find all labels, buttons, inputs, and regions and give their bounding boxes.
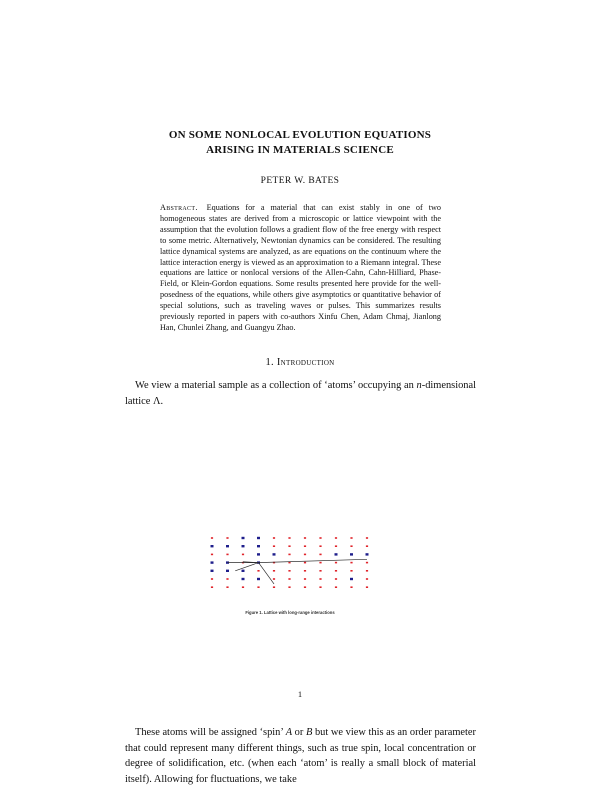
lattice-site-blue xyxy=(350,553,353,555)
lattice-site-red xyxy=(273,586,275,588)
lattice-site-red xyxy=(211,537,213,539)
lattice-site-red xyxy=(319,578,321,580)
lattice-site-blue xyxy=(226,570,229,572)
intro-paragraph xyxy=(125,378,476,409)
lattice-site-red xyxy=(288,570,290,572)
lattice-site-red xyxy=(366,545,368,547)
lattice-site-red xyxy=(226,554,228,556)
lattice-site-red xyxy=(273,537,275,539)
lattice-diagram xyxy=(200,530,375,600)
lattice-site-red xyxy=(211,586,213,588)
interaction-line xyxy=(259,563,275,584)
lattice-site-red xyxy=(319,545,321,547)
lattice-site-red xyxy=(304,578,306,580)
figure-lattice xyxy=(200,530,375,600)
lattice-site-red xyxy=(319,537,321,539)
lattice-site-red xyxy=(304,537,306,539)
intro-text-end: -dimensional lattice Λ. xyxy=(125,380,476,407)
lattice-site-red xyxy=(366,586,368,588)
lattice-site-red xyxy=(350,537,352,539)
paper-title-line-1: ON SOME NONLOCAL EVOLUTION EQUATIONS xyxy=(168,129,432,141)
lattice-site-blue xyxy=(242,570,245,572)
page-number: 1 xyxy=(297,689,303,699)
para2-text-3: but we view this as an order parameter that could represent many different things, such as true spin, local concentration or degree of solidification, etc. (when each ‘atom’ is really a small block of material itself). Allowing for fluctuations, we take xyxy=(125,727,476,785)
para2-text-1: These atoms will be assigned ‘spin’ xyxy=(135,727,286,738)
paper-title-line-2: ARISING IN MATERIALS SCIENCE xyxy=(206,144,394,156)
lattice-site-red xyxy=(304,586,306,588)
figure-caption: Figure 1. Lattice with long-range interactions xyxy=(245,610,335,615)
lattice-site-blue xyxy=(226,545,229,547)
lattice-site-red xyxy=(304,545,306,547)
abstract-label: Abstract. xyxy=(160,203,198,212)
lattice-site-blue xyxy=(366,553,369,555)
lattice-site-red xyxy=(211,578,213,580)
lattice-site-red xyxy=(350,545,352,547)
lattice-site-red xyxy=(319,570,321,572)
lattice-site-red xyxy=(366,562,368,564)
lattice-site-blue xyxy=(350,578,353,580)
lattice-site-red xyxy=(288,554,290,556)
lattice-site-red xyxy=(335,578,337,580)
lattice-site-red xyxy=(335,586,337,588)
lattice-site-red xyxy=(257,570,259,572)
abstract xyxy=(160,203,441,334)
interaction-line xyxy=(235,563,258,571)
lattice-site-red xyxy=(257,586,259,588)
lattice-site-red xyxy=(350,562,352,564)
lattice-site-red xyxy=(335,545,337,547)
paragraph-spin xyxy=(125,725,476,787)
section-title: Introduction xyxy=(276,357,335,368)
lattice-site-blue xyxy=(273,553,276,555)
lattice-site-blue xyxy=(257,545,260,547)
lattice-site-red xyxy=(242,586,244,588)
lattice-site-red xyxy=(319,562,321,564)
lattice-site-blue xyxy=(335,553,338,555)
lattice-site-red xyxy=(350,586,352,588)
abstract-text: Equations for a material that can exist stably in one of two homogeneous states are derived from a microscopic or lattice viewpoint with the assumption that the evolution follows a gradient flow of the free energy with respect to some metric. Alternatively, Newtonian dynamics can be considered. The resulting lattice dynamical systems are analyzed, as are equations on the continuum where the lattice interaction energy is viewed as an approximation to a Riemann integral. These equations are lattice or nonlocal versions of the Allen-Cahn, Cahn-Hilliard, Phase-Field, or Klein-Gordon equations. Some results presented here provide for the well-posedness of the equations, while others give asymptotics or quantitative behavior of special solutions, such as traveling waves or pulses. This summarizes results previously reported in papers with co-authors Xinfu Chen, Adam Chmaj, Jianlong Han, Chunlei Zhang, and Guangyu Zhao. xyxy=(160,203,441,332)
lattice-site-red xyxy=(226,586,228,588)
lattice-site-red xyxy=(242,554,244,556)
lattice-site-red xyxy=(366,578,368,580)
lattice-site-red xyxy=(366,537,368,539)
lattice-site-red xyxy=(288,578,290,580)
lattice-site-red xyxy=(288,562,290,564)
lattice-site-blue xyxy=(211,561,214,563)
lattice-site-red xyxy=(226,537,228,539)
section-number: 1. xyxy=(265,357,274,368)
para2-math-B: B xyxy=(305,727,313,738)
intro-math-n: n xyxy=(416,380,422,391)
author-name: PETER W. BATES xyxy=(260,176,340,186)
lattice-site-red xyxy=(319,586,321,588)
lattice-site-red xyxy=(335,570,337,572)
lattice-site-blue xyxy=(242,545,245,547)
intro-text-start: We view a material sample as a collection of ‘atoms’ occupying an xyxy=(135,380,417,391)
lattice-site-red xyxy=(226,578,228,580)
para2-text-2: or xyxy=(292,727,306,738)
lattice-site-red xyxy=(288,537,290,539)
lattice-site-red xyxy=(273,570,275,572)
lattice-site-blue xyxy=(211,570,214,572)
lattice-site-red xyxy=(366,570,368,572)
lattice-site-blue xyxy=(257,553,260,555)
lattice-site-red xyxy=(304,554,306,556)
lattice-site-red xyxy=(335,537,337,539)
lattice-site-red xyxy=(304,562,306,564)
section-heading xyxy=(0,357,600,368)
lattice-site-red xyxy=(273,545,275,547)
lattice-site-blue xyxy=(257,578,260,580)
lattice-site-blue xyxy=(242,537,245,539)
lattice-site-blue xyxy=(242,578,245,580)
lattice-site-red xyxy=(304,570,306,572)
lattice-site-red xyxy=(288,586,290,588)
lattice-site-red xyxy=(211,554,213,556)
para2-math-A: A xyxy=(285,727,293,738)
lattice-site-blue xyxy=(211,545,214,547)
lattice-site-red xyxy=(350,570,352,572)
lattice-site-red xyxy=(319,554,321,556)
lattice-site-red xyxy=(273,578,275,580)
lattice-site-red xyxy=(288,545,290,547)
lattice-site-red xyxy=(335,562,337,564)
lattice-site-blue xyxy=(257,537,260,539)
